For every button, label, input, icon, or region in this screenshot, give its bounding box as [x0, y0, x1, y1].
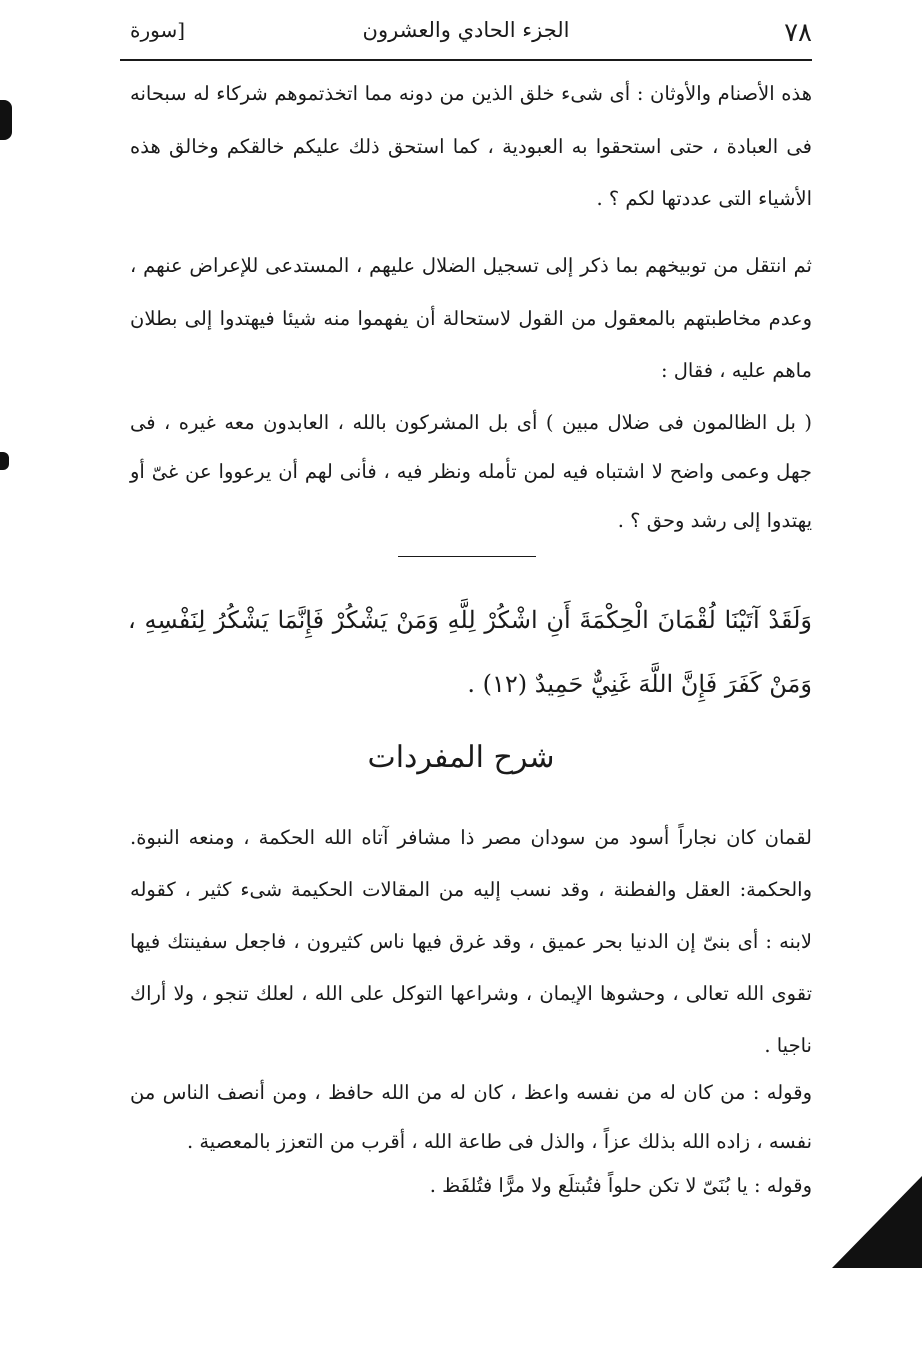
page-number: ٧٨	[784, 18, 812, 48]
surah-label: [سورة	[130, 18, 186, 42]
running-header	[120, 12, 812, 56]
paragraph-idols: هذه الأصنام والأوثان : أى شىء خلق الذين من دونه مما اتخذتموهم شركاء له سبحانه فى العبادة ، حتى استحقوا به العبودية ، كما استحق ذلك عليكم خالقكم وخالق هذه الأشياء التى عددتها لكم ؟ .	[130, 82, 812, 210]
glossary-luqman: لقمان كان نجاراً أسود من سودان مصر ذا مشافر آتاه الله الحكمة ، ومنعه النبوة. والحكمة: العقل والفطنة ، وقد نسب إليه من المقالات الحكيمة شىء كثير ، كقوله لابنه : أى بنىّ إن الدنيا بحر عميق ، وقد غرق فيها ناس كثيرون ، فاجعل سفينتك فيها تقوى الله تعالى ، وحشوها الإيمان ، وشراعها التوكل على الله ، لعلك تنجو ، ولا أراك ناجيا .	[130, 826, 812, 1057]
glossary-saying-sweet: وقوله : يا بُنَىّ لا تكن حلواً فتُبتلَع ولا مرًّا فتُلفَظ .	[429, 1174, 812, 1197]
section-heading: شرح المفردات	[367, 740, 555, 775]
scan-edge-mark	[0, 452, 9, 470]
paragraph-misguidance: ثم انتقل من توبيخهم بما ذكر إلى تسجيل الضلال عليهم ، المستدعى للإعراض عنهم ، وعدم مخاطبتهم بالمعقول من القول لاستحالة أن يفهموا منه شيئا فيهتدوا إلى بطلان ماهم عليه ، فقال :	[130, 254, 812, 382]
paragraph-wrongdoers: ( بل الظالمون فى ضلال مبين ) أى بل المشركون بالله ، العابدون معه غيره ، فى جهل وعمى واضح لا اشتباه فيه لمن تأمله ونظر فيه ، فأنى لهم أن يرعووا عن غىّ أو يهتدوا إلى رشد وحق ؟ .	[130, 411, 812, 532]
quran-verse: وَلَقَدْ آتَيْنَا لُقْمَانَ الْحِكْمَةَ أَنِ اشْكُرْ لِلَّهِ وَمَنْ يَشْكُرْ فَإِنَّمَا يَشْكُرُ لِنَفْسِهِ ، وَمَنْ كَفَرَ فَإِنَّ اللَّهَ غَنِيٌّ حَمِيدٌ (١٢) .	[128, 606, 812, 698]
running-title: الجزء الحادي والعشرون	[362, 18, 570, 42]
scan-corner-mark	[832, 1176, 922, 1268]
scan-edge-mark	[0, 100, 12, 140]
section-divider	[398, 556, 536, 557]
header-rule	[120, 59, 812, 61]
glossary-saying-self: وقوله : من كان له من نفسه واعظ ، كان له من الله حافظ ، ومن أنصف الناس من نفسه ، زاده الله بذلك عزاً ، والذل فى طاعة الله ، أقرب من التعزز بالمعصية .	[130, 1081, 812, 1153]
